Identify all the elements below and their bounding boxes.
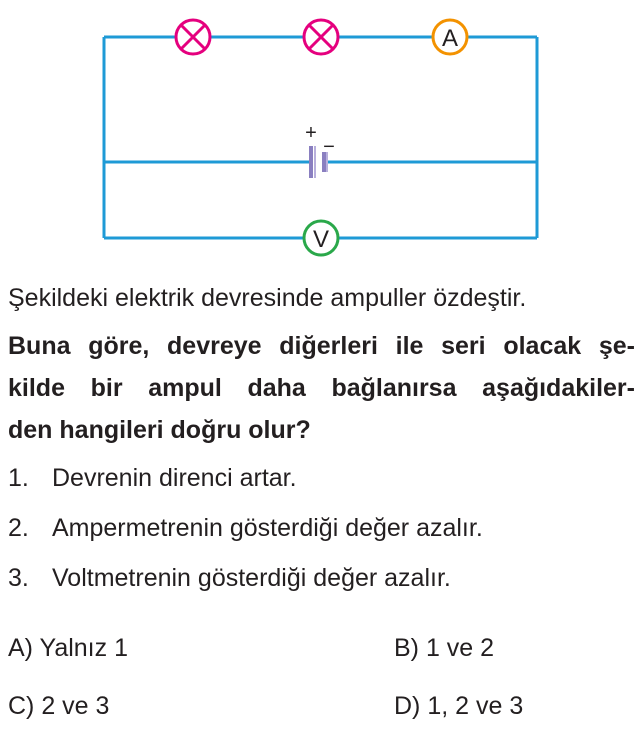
statement-1	[8, 463, 297, 493]
option-a[interactable]: A) Yalnız 1	[8, 634, 128, 662]
circuit-wires	[104, 37, 537, 238]
statement-2-text: Ampermetrenin gösterdiği değer azalır.	[52, 514, 483, 542]
bulb-2-icon	[304, 20, 338, 54]
battery-plus-label: +	[305, 122, 317, 144]
option-b[interactable]: B) 1 ve 2	[394, 634, 495, 662]
voltmeter-icon	[304, 221, 338, 255]
ammeter-label: A	[441, 25, 459, 52]
statement-2	[8, 513, 483, 543]
statement-1-text: Devrenin direnci artar.	[52, 464, 297, 492]
question-line-3: den hangileri doğru olur?	[8, 416, 311, 444]
circuit-diagram	[0, 0, 643, 260]
statement-2-number: 2.	[8, 514, 29, 542]
bulb-1-icon	[176, 20, 210, 54]
option-d[interactable]: D) 1, 2 ve 3	[394, 692, 524, 720]
intro-text: Şekildeki elektrik devresinde ampuller özdeştir.	[8, 284, 527, 312]
battery-minus-label: −	[323, 136, 335, 158]
statement-3	[8, 563, 451, 593]
voltmeter-label: V	[312, 226, 330, 253]
statement-3-text: Voltmetrenin gösterdiği değer azalır.	[52, 564, 451, 592]
battery-icon	[305, 122, 335, 178]
statement-3-number: 3.	[8, 564, 29, 592]
statement-1-number: 1.	[8, 464, 29, 492]
option-c[interactable]: C) 2 ve 3	[8, 692, 110, 720]
question-line-1: Buna göre, devreye diğerleri ile seri olacak şe-	[8, 332, 635, 360]
ammeter-icon	[433, 20, 467, 54]
question-line-2: kilde bir ampul daha bağlanırsa aşağıdakiler-	[8, 374, 635, 402]
